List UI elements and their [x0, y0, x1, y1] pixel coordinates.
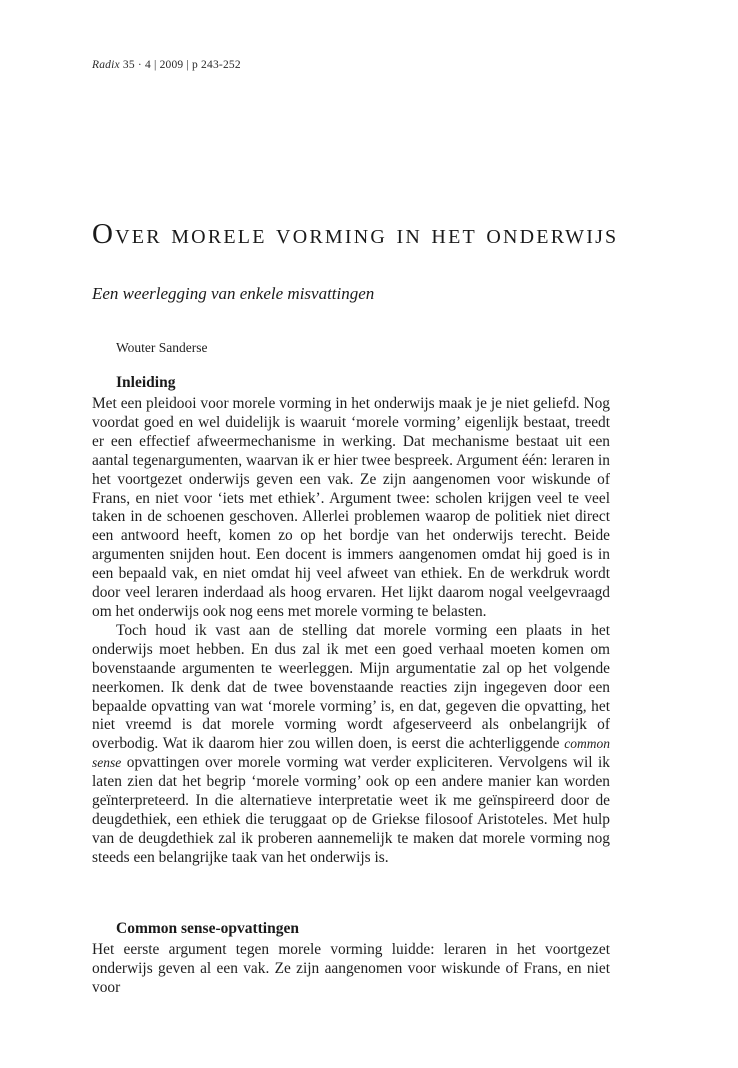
article-title: Over morele vorming in het onderwijs [92, 218, 619, 250]
paragraph-text: opvattingen over morele vorming wat verder expliciteren. Vervolgens wil ik laten zien dat het begrip ‘morele vorming’ ook op een andere manier kan worden geïnterpreteerd. In die alternatieve interpretatie weet ik me geïnspireerd door de deugdethiek, een ethiek die teruggaat op de Griekse filosoof Aristoteles. Met hulp van de deugdethiek zal ik proberen aannemelijk te maken dat morele vorming nog steeds een belangrijke taak van het onderwijs is. [92, 754, 610, 866]
section-body-inleiding [92, 395, 610, 868]
section-heading-common-sense: Common sense-opvattingen [116, 920, 299, 937]
emphasis-term: common sense [92, 736, 610, 771]
author-name: Wouter Sanderse [116, 340, 208, 355]
article-subtitle: Een weerlegging van enkele misvattingen [92, 284, 375, 303]
paragraph [92, 622, 610, 868]
paragraph-text: Toch houd ik vast aan de stelling dat morele vorming een plaats in het onderwijs moet hebben. En dus zal ik met een goed verhaal moeten komen om bovenstaande argumenten te weerleggen. Mijn argumentatie zal op het volgende neerkomen. Ik denk dat de twee bovenstaande reacties zijn ingegeven door een bepaalde opvatting van wat ‘morele vorming’ is, en dat, gegeven die opvatting, het niet vreemd is dat morele vorming wordt afgeserveerd als onbelangrijk of overbodig. Wat ik daarom hier zou willen doen, is eerst die achterliggende [92, 621, 610, 753]
paragraph: Met een pleidooi voor morele vorming in het onderwijs maak je je niet geliefd. Nog voordat goed en wel duidelijk is waaruit ‘morele vorming’ eigenlijk bestaat, treedt er een effectief afweermechanisme in werking. Dat mechanisme bestaat uit een aantal tegenargumenten, waarvan ik er hier twee bespreek. Argument één: leraren in het voortgezet onderwijs geven een vak. Ze zijn aangenomen voor wiskunde of Frans, en niet voor ‘iets met ethiek’. Argument twee: scholen krijgen veel te veel taken in de schoenen geschoven. Allerlei problemen waarop de politiek niet direct een antwoord heeft, komen zo op het bordje van het onderwijs terecht. Beide argumenten snijden hout. Een docent is immers aangenomen omdat hij goed is in een bepaald vak, en niet omdat hij veel afweet van ethiek. En de werkdruk wordt door veel leraren inderdaad als hoog ervaren. Het lijkt daarom nogal veelgevraagd om het onderwijs ook nog eens met morele vorming te belasten. [92, 395, 610, 620]
paragraph: Het eerste argument tegen morele vorming luidde: leraren in het voortgezet onderwijs geven al een vak. Ze zijn aangenomen voor wiskunde of Frans, en niet voor [92, 941, 610, 996]
running-header [92, 59, 241, 71]
section-body-common-sense [92, 941, 610, 998]
citation-info: 35 · 4 | 2009 | p 243-252 [119, 59, 241, 71]
section-heading-inleiding: Inleiding [116, 374, 176, 391]
journal-name: Radix [92, 59, 120, 71]
